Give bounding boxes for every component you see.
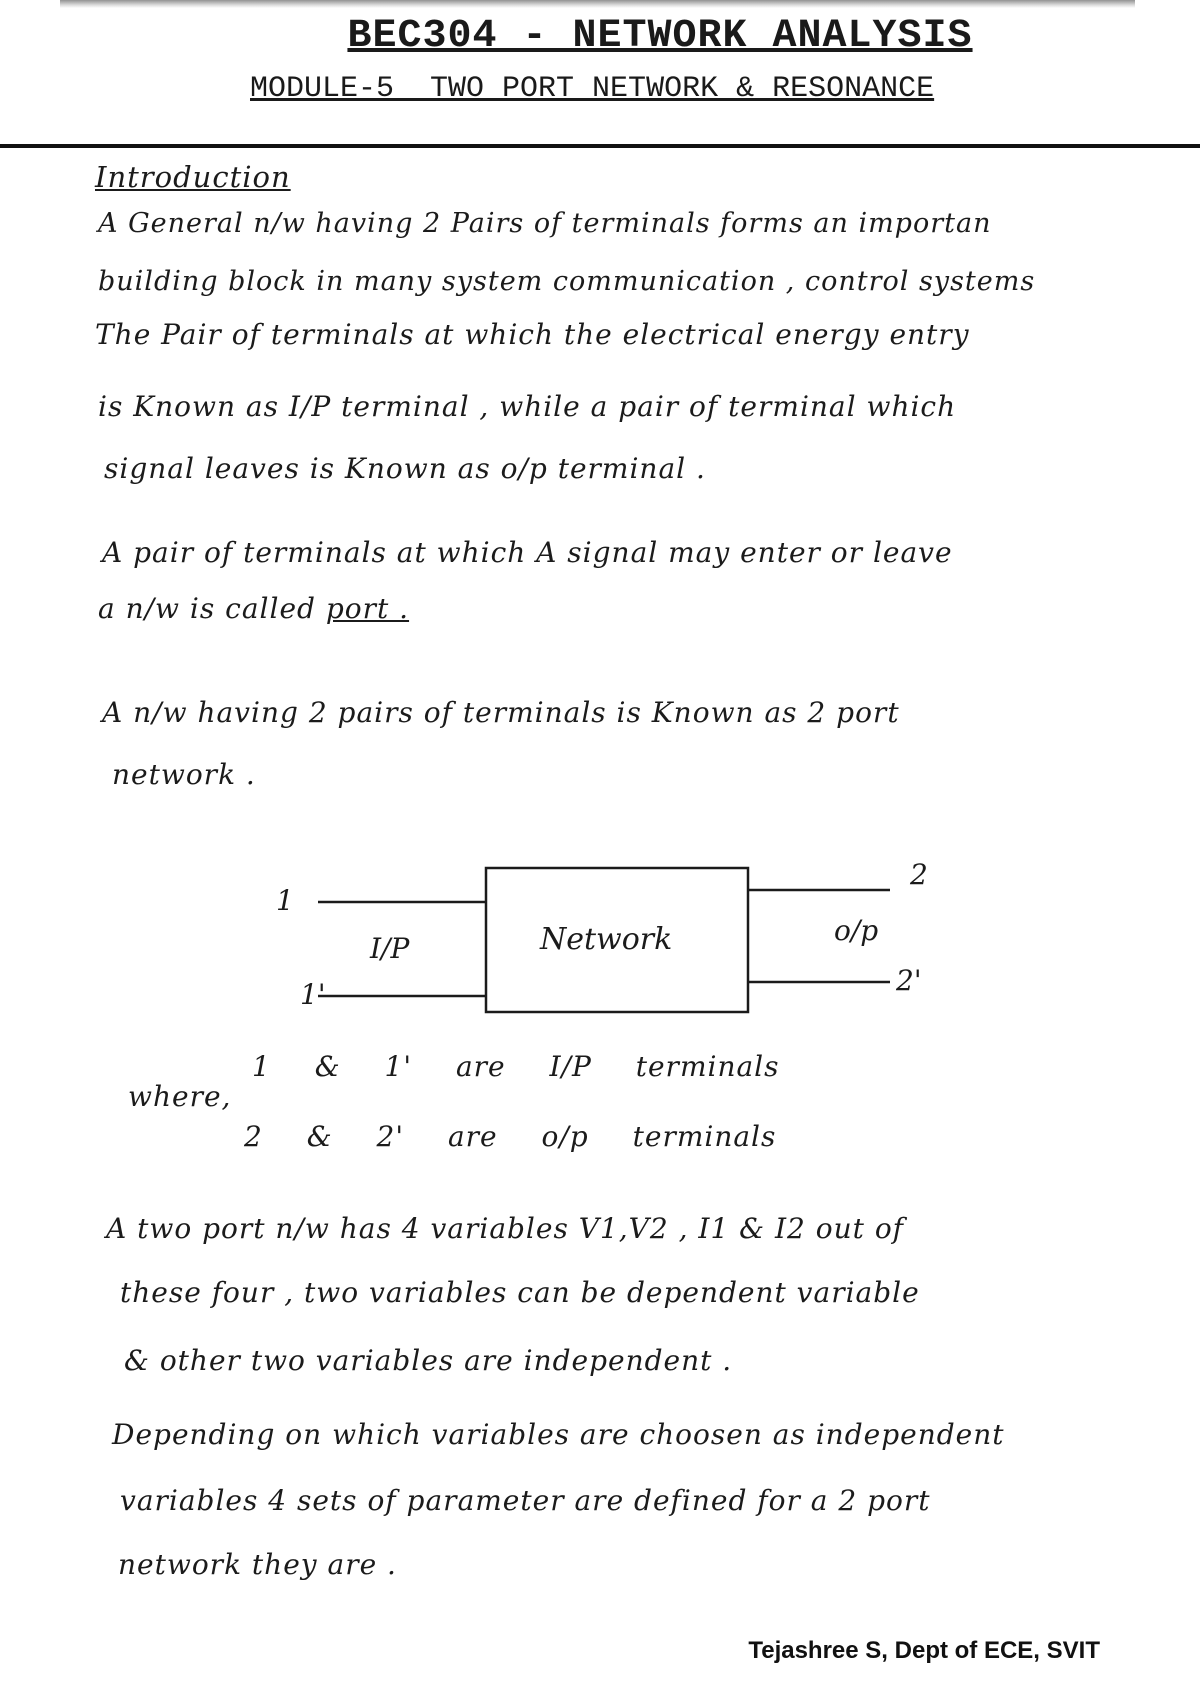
note-line: is Known as I/P terminal , while a pair of terminal which bbox=[98, 390, 957, 423]
note-line: & other two variables are independent . bbox=[124, 1344, 733, 1377]
note-line: 2 & 2' are o/p terminals bbox=[244, 1120, 777, 1153]
note-line: signal leaves is Known as o/p terminal . bbox=[104, 452, 706, 485]
note-line: A pair of terminals at which A signal may enter or leave bbox=[102, 536, 953, 569]
terminal-1p-label: 1' bbox=[300, 978, 326, 1011]
input-label: I/P bbox=[370, 932, 410, 965]
note-line: A two port n/w has 4 variables V1,V2 , I1 & I2 out of bbox=[106, 1212, 905, 1245]
two-port-diagram bbox=[276, 858, 930, 1020]
note-line: 1 & 1' are I/P terminals bbox=[252, 1050, 780, 1083]
note-line bbox=[98, 592, 409, 625]
terminal-1-label: 1 bbox=[276, 884, 294, 917]
module-subtitle: MODULE-5 TWO PORT NETWORK & RESONANCE bbox=[250, 72, 935, 106]
header-divider bbox=[0, 144, 1200, 148]
note-line: The Pair of terminals at which the electrical energy entry bbox=[95, 318, 970, 351]
note-line: A General n/w having 2 Pairs of terminals forms an importan bbox=[98, 208, 992, 239]
note-text: a n/w is called bbox=[98, 592, 316, 625]
document-title: BEC304 - NETWORK ANALYSIS bbox=[347, 14, 973, 59]
note-line: network they are . bbox=[118, 1548, 397, 1581]
note-line: these four , two variables can be dependent variable bbox=[120, 1276, 920, 1309]
note-line: Depending on which variables are choosen as independent bbox=[112, 1418, 1005, 1451]
port-term: port . bbox=[325, 592, 410, 625]
section-heading: Introduction bbox=[95, 160, 291, 194]
note-line: where, bbox=[128, 1080, 232, 1113]
scan-edge bbox=[60, 0, 1135, 8]
network-box-label: Network bbox=[540, 922, 673, 957]
note-line: network . bbox=[112, 758, 256, 791]
note-line: building block in many system communication , control systems bbox=[98, 266, 1036, 297]
terminal-2p-label: 2' bbox=[896, 964, 922, 997]
output-label: o/p bbox=[834, 914, 879, 947]
footer-author: Tejashree S, Dept of ECE, SVIT bbox=[748, 1637, 1100, 1664]
note-line: A n/w having 2 pairs of terminals is Known as 2 port bbox=[102, 696, 900, 729]
terminal-2-label: 2 bbox=[910, 858, 928, 891]
note-line: variables 4 sets of parameter are defined for a 2 port bbox=[120, 1484, 931, 1517]
